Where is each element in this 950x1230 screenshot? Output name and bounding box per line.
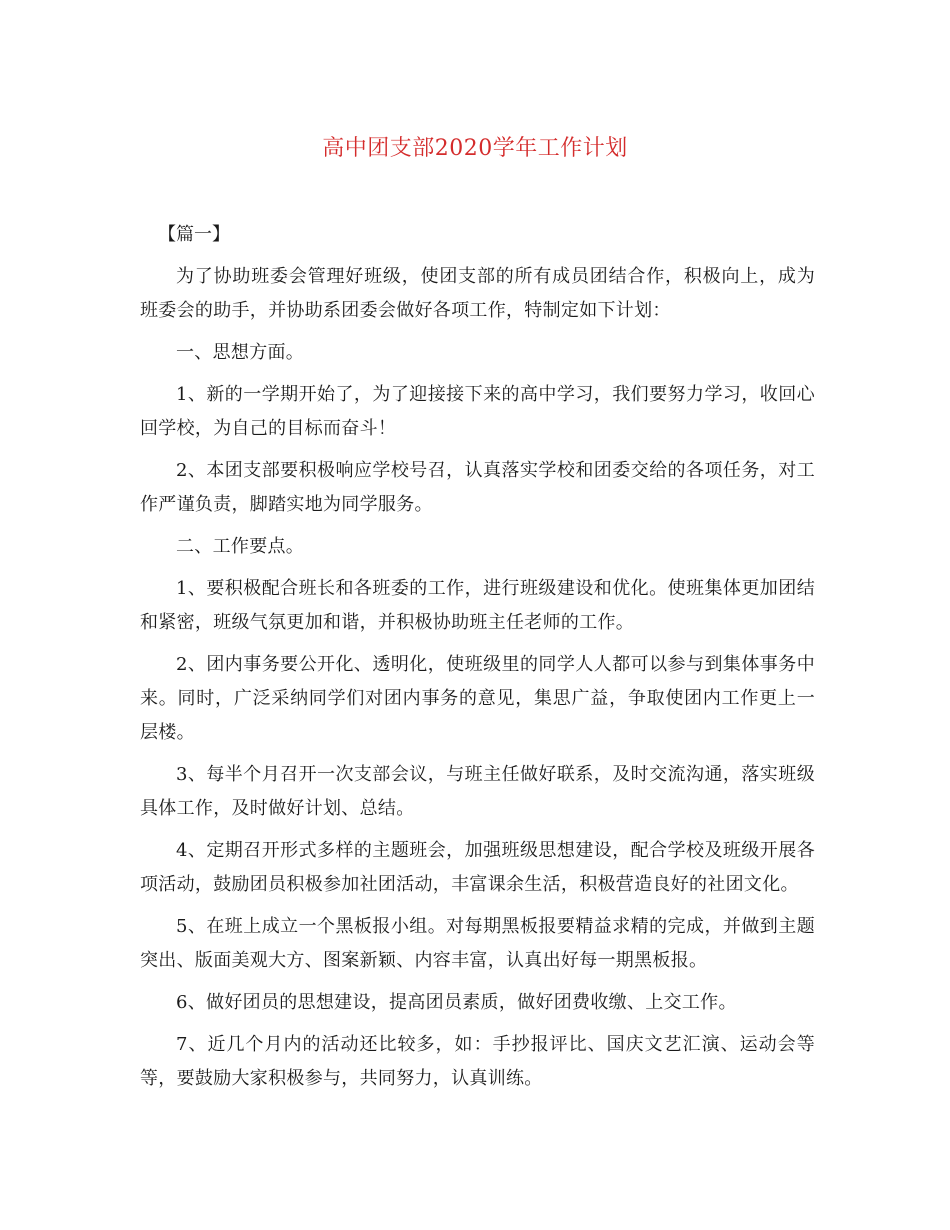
paragraph-intro: 为了协助班委会管理好班级，使团支部的所有成员团结合作，积极向上，成为班委会的助手，并协助系团委会做好各项工作，特制定如下计划： [140, 266, 815, 321]
paragraph-work-6: 6、做好团员的思想建设，提高团员素质，做好团费收缴、上交工作。 [176, 992, 737, 1013]
paragraph-work-4: 4、定期召开形式多样的主题班会，加强班级思想建设，配合学校及班级开展各项活动，鼓励团员积极参加社团活动，丰富课余生活，积极营造良好的社团文化。 [140, 840, 815, 895]
paragraph-work-1: 1、要积极配合班长和各班委的工作，进行班级建设和优化。使班集体更加团结和紧密，班级气氛更加和谐，并积极协助班主任老师的工作。 [140, 578, 815, 633]
section-tag: 【篇一】 [158, 224, 230, 245]
document-title: 高中团支部2020学年工作计划 [322, 136, 628, 161]
paragraph-thought-1: 1、新的一学期开始了，为了迎接接下来的高中学习，我们要努力学习，收回心回学校，为自己的目标而奋斗！ [140, 384, 815, 439]
paragraph-work-7: 7、近几个月内的活动还比较多，如：手抄报评比、国庆文艺汇演、运动会等等，要鼓励大家积极参与，共同努力，认真训练。 [140, 1034, 815, 1089]
paragraph-thought-2: 2、本团支部要积极响应学校号召，认真落实学校和团委交给的各项任务，对工作严谨负责，脚踏实地为同学服务。 [140, 460, 815, 515]
heading-thought: 一、思想方面。 [176, 342, 305, 363]
paragraph-work-5: 5、在班上成立一个黑板报小组。对每期黑板报要精益求精的完成，并做到主题突出、版面美观大方、图案新颖、内容丰富，认真出好每一期黑板报。 [140, 916, 815, 971]
document-body [140, 218, 815, 1104]
paragraph-work-2: 2、团内事务要公开化、透明化，使班级里的同学人人都可以参与到集体事务中来。同时，广泛采纳同学们对团内事务的意见，集思广益，争取使团内工作更上一层楼。 [140, 654, 815, 743]
heading-work-points: 二、工作要点。 [176, 536, 305, 557]
paragraph-work-3: 3、每半个月召开一次支部会议，与班主任做好联系，及时交流沟通，落实班级具体工作，及时做好计划、总结。 [140, 764, 815, 819]
